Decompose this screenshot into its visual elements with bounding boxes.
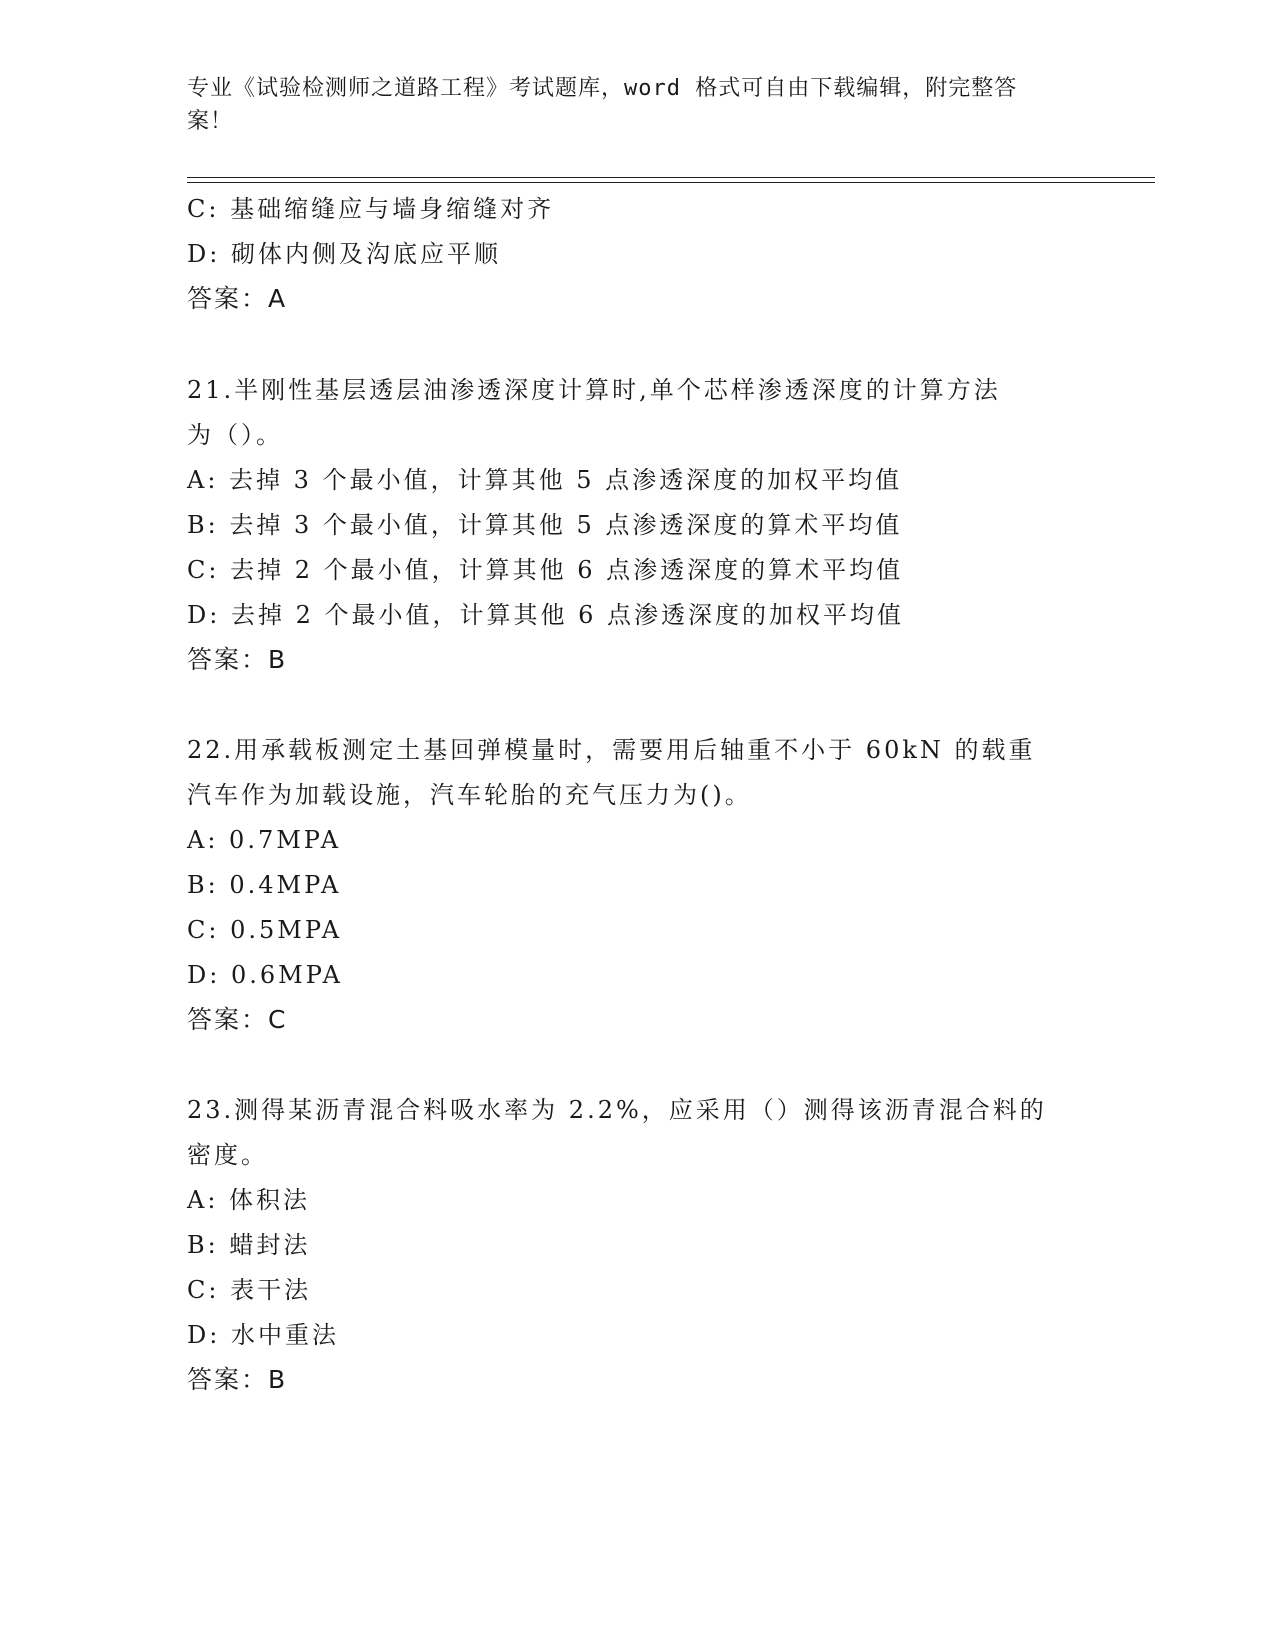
q21-option-b: B: 去掉 3 个最小值，计算其他 5 点渗透深度的算术平均值 [187,511,903,539]
q23-stem-line-2: 密度。 [187,1141,268,1169]
q23-option-c: C: 表干法 [187,1276,312,1304]
q21-option-a: A: 去掉 3 个最小值，计算其他 5 点渗透深度的加权平均值 [187,466,903,494]
q21-answer: 答案：B [187,645,288,674]
q22-option-b: B: 0.4MPA [187,871,342,899]
q22-option-a: A: 0.7MPA [187,826,342,854]
q23-stem-line-1: 23.测得某沥青混合料吸水率为 2.2%，应采用（）测得该沥青混合料的 [187,1096,1047,1124]
q22-option-c: C: 0.5MPA [187,916,343,944]
q23-option-a: A: 体积法 [187,1186,311,1214]
q22-option-d: D: 0.6MPA [187,961,343,989]
q22-stem-line-2: 汽车作为加载设施，汽车轮胎的充气压力为()。 [187,781,752,809]
header-line-2: 案！ [187,109,234,134]
q20-option-c: C: 基础缩缝应与墙身缩缝对齐 [187,195,555,223]
header-divider-top [187,177,1155,178]
document-header [187,72,1067,138]
q21-option-d: D: 去掉 2 个最小值，计算其他 6 点渗透深度的加权平均值 [187,601,905,629]
q23-option-b: B: 蜡封法 [187,1231,311,1259]
q23-option-d: D: 水中重法 [187,1321,339,1349]
q20-answer: 答案：A [187,284,288,313]
q22-answer: 答案：C [187,1005,288,1034]
q23-answer: 答案：B [187,1365,288,1394]
q20-option-d: D: 砌体内侧及沟底应平顺 [187,240,501,268]
header-divider-bottom [187,182,1155,183]
q21-stem-line-2: 为（）。 [187,421,283,449]
q22-stem-line-1: 22.用承载板测定土基回弹模量时，需要用后轴重不小于 60kN 的载重 [187,736,1036,764]
q21-stem-line-1: 21.半刚性基层透层油渗透深度计算时,单个芯样渗透深度的计算方法 [187,376,1001,404]
header-line-1: 专业《试验检测师之道路工程》考试题库，word 格式可自由下载编辑，附完整答 [187,76,1018,101]
q21-option-c: C: 去掉 2 个最小值，计算其他 6 点渗透深度的算术平均值 [187,556,904,584]
